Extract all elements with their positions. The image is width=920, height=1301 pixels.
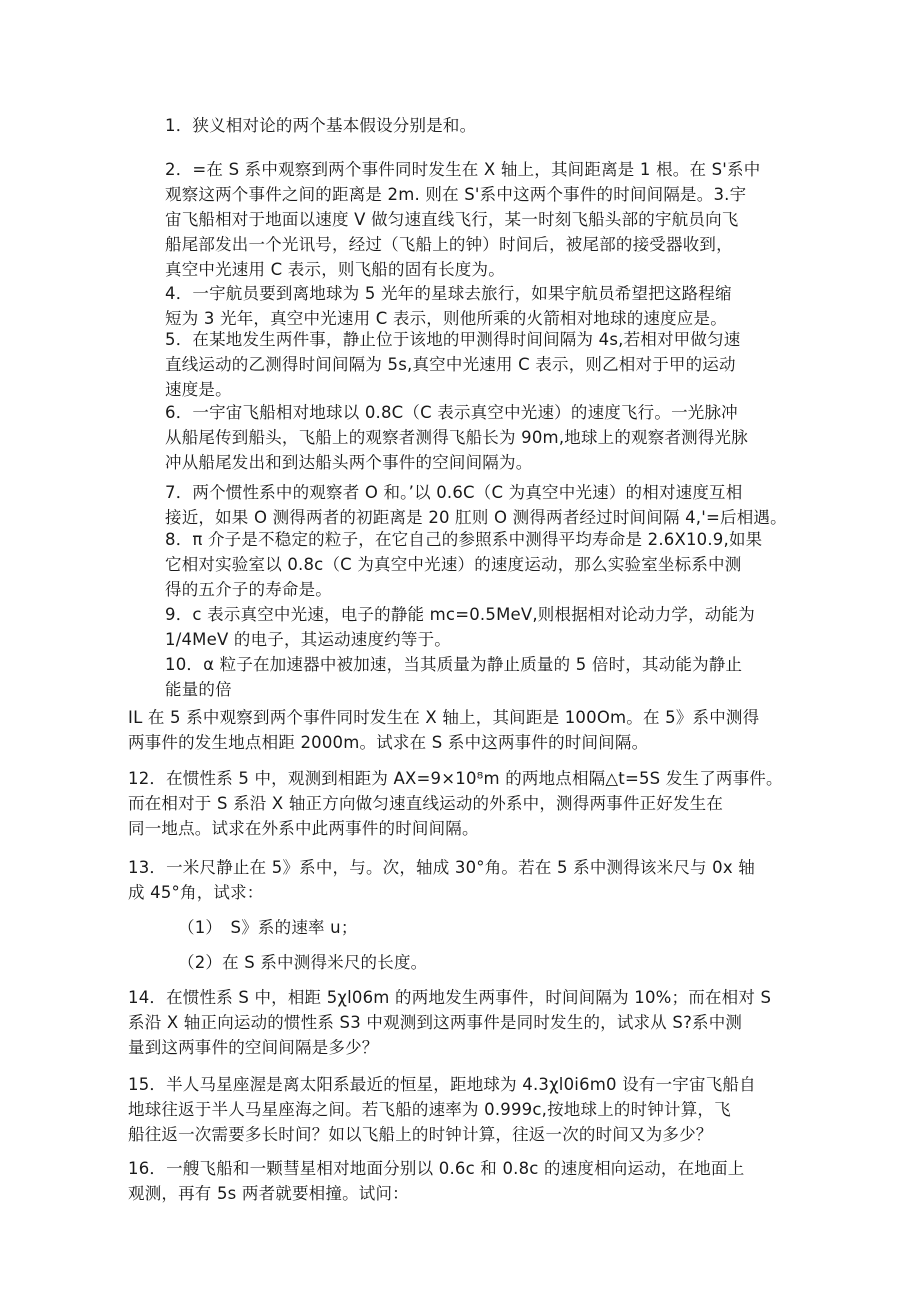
question-6 (165, 400, 748, 475)
question-line: 同一地点。试求在外系中此两事件的时间间隔。 (128, 819, 479, 838)
question-line: 8．π 介子是不稳定的粒子，在它自己的参照系中测得平均寿命是 2.6X10.9,如果 (165, 530, 763, 549)
question-line: 真空中光速用 C 表示，则飞船的固有长度为。 (165, 260, 505, 279)
question-line: 13．一米尺静止在 5》系中，与。次，轴成 30°角。若在 5 系中测得该米尺与 0x 轴 (128, 858, 755, 877)
question-12 (128, 766, 783, 841)
question-13 (128, 855, 755, 905)
question-line: 观测，再有 5s 两者就要相撞。试问： (128, 1184, 409, 1203)
question-9 (165, 602, 755, 652)
question-line: 6．一宇宙飞船相对地球以 0.8C（C 表示真空中光速）的速度飞行。一光脉冲 (165, 403, 738, 422)
question-line: 速度是。 (165, 380, 232, 399)
question-line: IL 在 5 系中观察到两个事件同时发生在 X 轴上，其间距是 100Om。在 5》系中测得 (128, 708, 760, 727)
question-line: （1） S》系的速率 u； (178, 918, 358, 937)
question-line: 从船尾传到船头，飞船上的观察者测得飞船长为 90m,地球上的观察者测得光脉 (165, 428, 748, 447)
question-line: 16．一艘飞船和一颗彗星相对地面分别以 0.6c 和 0.8c 的速度相向运动，在地面上 (128, 1159, 745, 1178)
question-line: 14．在惯性系 S 中，相距 5χl06m 的两地发生两事件，时间间隔为 10%；而在相对 S (128, 988, 772, 1007)
question-line: 1/4MeV 的电子，其运动速度约等于。 (165, 630, 451, 649)
question-line: 观察这两个事件之间的距离是 2m. 则在 S'系中这两个事件的时间间隔是。3.宇 (165, 185, 747, 204)
question-line: 系沿 X 轴正向运动的惯性系 S3 中观测到这两事件是同时发生的，试求从 S?系中测 (128, 1013, 743, 1032)
question-2 (165, 157, 760, 282)
question-line: 地球往返于半人马星座海之间。若飞船的速率为 0.999c,按地球上的时钟计算，飞 (128, 1100, 731, 1119)
question-line: 4．一宇航员要到离地球为 5 光年的星球去旅行，如果宇航员希望把这路程缩 (165, 284, 732, 303)
question-14 (128, 985, 771, 1060)
question-line: 船尾部发出一个光讯号，经过（飞船上的钟）时间后，被尾部的接受器收到， (165, 235, 733, 254)
question-11 (128, 705, 759, 755)
question-line: 12．在惯性系 5 中，观测到相距为 AX=9×10⁸m 的两地点相隔△t=5S 发生了两事件。 (128, 769, 783, 788)
question-line: 2．=在 S 系中观察到两个事件同时发生在 X 轴上，其间距离是 1 根。在 S'系中 (165, 160, 761, 179)
question-1 (165, 113, 476, 138)
question-line: 直线运动的乙测得时间间隔为 5s,真空中光速用 C 表示，则乙相对于甲的运动 (165, 355, 736, 374)
question-line: 它相对实验室以 0.8c（C 为真空中光速）的速度运动，那么实验室坐标系中测 (165, 555, 742, 574)
question-line: 冲从船尾发出和到达船头两个事件的空间间隔为。 (165, 453, 533, 472)
question-line: 得的五介子的寿命是。 (165, 580, 332, 599)
question-15 (128, 1072, 756, 1147)
question-line: 5．在某地发生两件事，静止位于该地的甲测得时间间隔为 4s,若相对甲做匀速 (165, 330, 741, 349)
question-line: （2）在 S 系中测得米尺的长度。 (178, 953, 428, 972)
question-line: 15．半人马星座渥是离太阳系最近的恒星，距地球为 4.3χl0i6m0 设有一宇宙飞船自 (128, 1075, 756, 1094)
question-5 (165, 327, 740, 402)
question-line: 两事件的发生地点相距 2000m。试求在 S 系中这两事件的时间间隔。 (128, 733, 649, 752)
question-line: 短为 3 光年，真空中光速用 C 表示，则他所乘的火箭相对地球的速度应是。 (165, 309, 727, 328)
question-4 (165, 281, 732, 331)
question-8 (165, 527, 762, 602)
question-13-part-1 (178, 915, 358, 940)
question-line: 接近，如果 O 测得两者的初距离是 20 肛则 O 测得两者经过时间间隔 4,'=后相遇。 (165, 508, 787, 527)
question-13-part-2 (178, 950, 427, 975)
question-line: 而在相对于 S 系沿 X 轴正方向做匀速直线运动的外系中，测得两事件正好发生在 (128, 794, 724, 813)
question-line: 1．狭义相对论的两个基本假设分别是和。 (165, 116, 477, 135)
question-line: 能量的倍 (165, 680, 232, 699)
question-line: 量到这两事件的空间间隔是多少？ (128, 1038, 379, 1057)
question-line: 船往返一次需要多长时间？如以飞船上的时钟计算，往返一次的时间又为多少？ (128, 1125, 713, 1144)
question-line: 宙飞船相对于地面以速度 V 做匀速直线飞行，某一时刻飞船头部的宇航员向飞 (165, 210, 739, 229)
question-line: 7．两个惯性系中的观察者 O 和。’以 0.6C（C 为真空中光速）的相对速度互相 (165, 483, 743, 502)
question-7 (165, 480, 787, 530)
question-16 (128, 1156, 744, 1206)
question-line: 10．α 粒子在加速器中被加速，当其质量为静止质量的 5 倍时，其动能为静止 (165, 655, 743, 674)
question-line: 成 45°角，试求： (128, 883, 264, 902)
question-line: 9．c 表示真空中光速，电子的静能 mc=0.5MeV,则根据相对论动力学，动能为 (165, 605, 755, 624)
question-10 (165, 652, 742, 702)
